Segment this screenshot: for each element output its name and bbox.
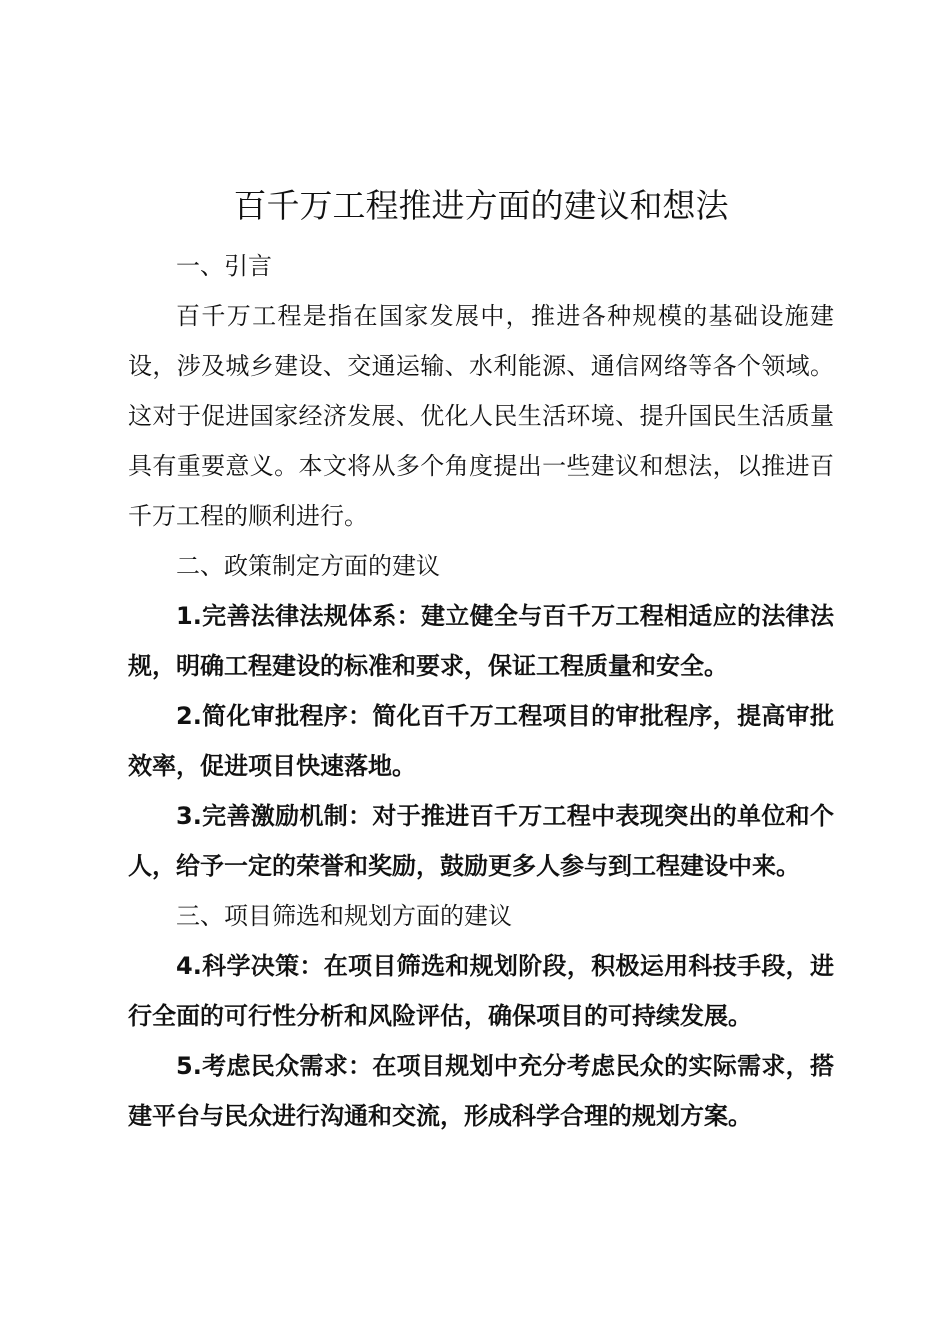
planning-item-4: 4.科学决策：在项目筛选和规划阶段，积极运用科技手段，进行全面的可行性分析和风险评估，确保项目的可持续发展。 <box>128 952 834 1030</box>
policy-item-3: 3.完善激励机制：对于推进百千万工程中表现突出的单位和个人，给予一定的荣誉和奖励，鼓励更多人参与到工程建设中来。 <box>128 802 834 880</box>
policy-item-2: 2.简化审批程序：简化百千万工程项目的审批程序，提高审批效率，促进项目快速落地。 <box>128 702 834 780</box>
section-heading-intro: 一、引言 <box>176 252 272 280</box>
section-heading-planning: 三、项目筛选和规划方面的建议 <box>176 902 512 930</box>
intro-paragraph: 百千万工程是指在国家发展中，推进各种规模的基础设施建设，涉及城乡建设、交通运输、水利能源、通信网络等各个领域。这对于促进国家经济发展、优化人民生活环境、提升国民生活质量具有重要意义。本文将从多个角度提出一些建议和想法，以推进百千万工程的顺利进行。 <box>128 302 834 530</box>
policy-item-1: 1.完善法律法规体系：建立健全与百千万工程相适应的法律法规，明确工程建设的标准和要求，保证工程质量和安全。 <box>128 602 834 680</box>
section-heading-policy: 二、政策制定方面的建议 <box>176 552 440 580</box>
document-title: 百千万工程推进方面的建议和想法 <box>233 186 729 225</box>
document-page <box>128 183 834 1141</box>
planning-item-5: 5.考虑民众需求：在项目规划中充分考虑民众的实际需求，搭建平台与民众进行沟通和交流，形成科学合理的规划方案。 <box>128 1052 834 1130</box>
